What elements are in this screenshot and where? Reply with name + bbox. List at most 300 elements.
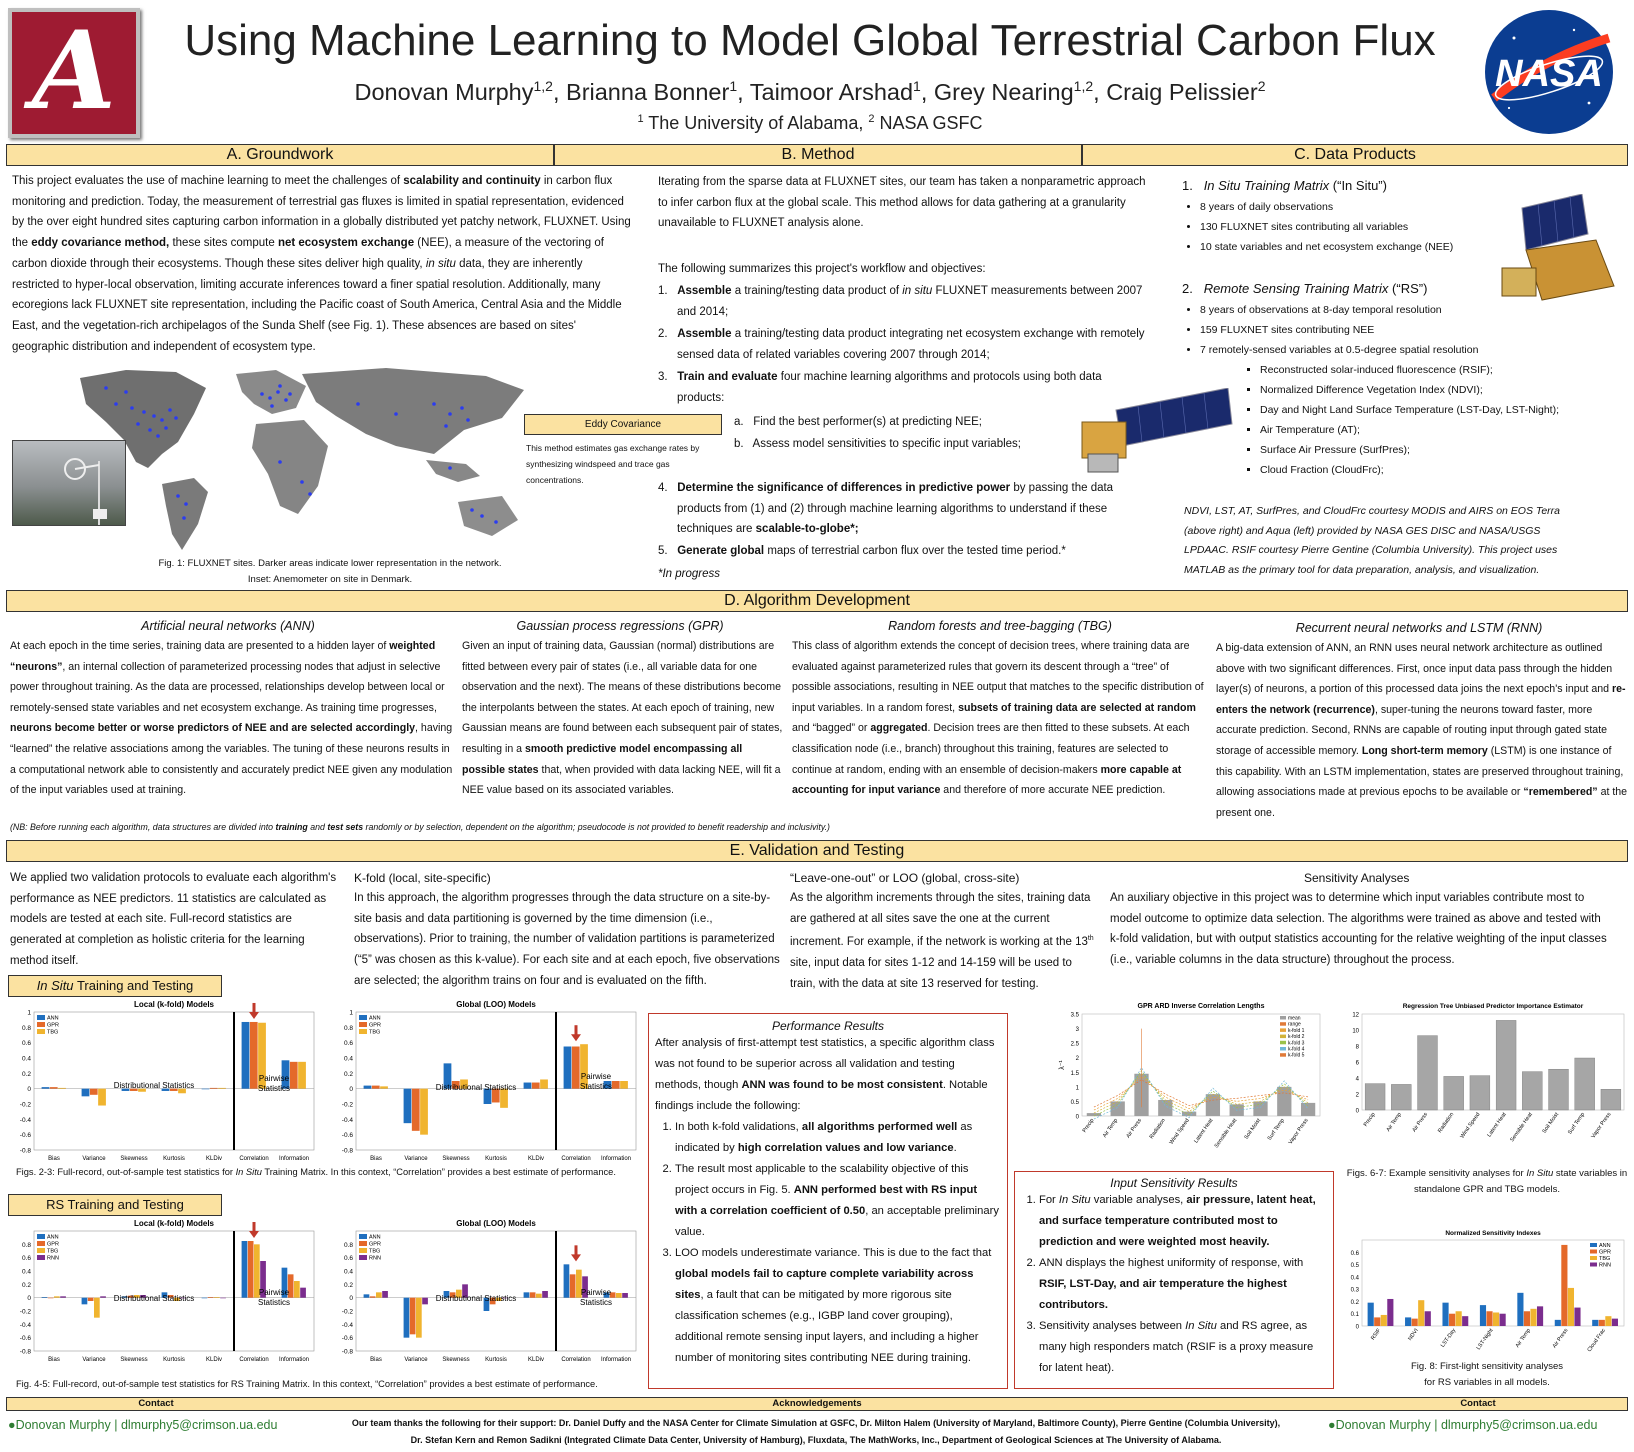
bar	[1480, 1305, 1486, 1326]
y-tick-label: 0.4	[1350, 1275, 1359, 1282]
x-tick-label: Surf Temp	[1567, 1111, 1587, 1136]
y-tick-label: 2	[1075, 1056, 1079, 1063]
chart-title: Local (k-fold) Models	[134, 1000, 214, 1009]
fig4-local-rs-chart	[8, 1217, 320, 1367]
affiliation-line: $^1$ The University of Alabama, $^2$ NASA GSFC	[637, 113, 983, 133]
bar	[298, 1062, 306, 1089]
legend-label: RNN	[47, 1255, 59, 1262]
fig2-local-insitu-chart	[8, 998, 320, 1166]
groundwork-text: This project evaluates the use of machine learning to meet the challenges of scalability and continuity in carbon flux monitoring and prediction. Today, the measurement of terrestrial gas fluxes is limited in spatial representation, evidenced by the over eight hundred sites capturing carbon information in a globally distributed yet patchy network, FLUXNET. Using the eddy covariance method, these sites compute net ecosystem exchange (NEE), a measure of the vectoring of carbon dioxide through their ecosystems. Though these sites deliver high quality, in situ data, they are inherently restricted to hyper-local observation, limiting accurate inferences toward a finer spatial resolution. Additionally, many ecoregions lack FLUXNET site representation, including the Pacific coast of South America, Central Asia and the Middle East, and the vegetation-rich archipelagos of the Sunda Shelf (see Fig. 1). These absences are based on sites' geographic distribution and independent of ecosystem type.	[12, 175, 631, 353]
y-tick-label: 0	[1355, 1108, 1359, 1115]
chart-title: Local (k-fold) Models	[134, 1219, 214, 1228]
bar	[300, 1288, 306, 1298]
y-tick-label: 1	[1075, 1085, 1079, 1092]
legend-label: TBG	[47, 1029, 59, 1036]
legend-label: TBG	[369, 1248, 381, 1255]
author-name: Brianna Bonner	[566, 78, 730, 105]
distributional-label: Distributional Statistics	[435, 1083, 517, 1092]
y-tick-label: -0.8	[341, 1147, 353, 1155]
x-tick-label: Kurtosis	[485, 1156, 507, 1162]
legend-swatch	[37, 1241, 45, 1246]
fig3-global-insitu-chart	[330, 998, 642, 1166]
x-tick-label: Information	[278, 1357, 310, 1363]
y-tick-label: 0.8	[21, 1024, 31, 1032]
bar	[530, 1292, 536, 1297]
pairwise-label: Pairwise	[580, 1288, 612, 1297]
bar	[248, 1241, 254, 1298]
x-tick-label: Air Temp	[1385, 1111, 1403, 1133]
y-tick-label: 0.6	[1350, 1250, 1359, 1257]
contact-dot-icon: ●	[1328, 1418, 1336, 1432]
bar	[214, 1297, 220, 1298]
bar	[404, 1089, 412, 1124]
bar	[382, 1291, 388, 1298]
chart-title: Regression Tree Unbiased Predictor Importance Estimator	[1402, 1003, 1584, 1010]
gpr-title: Gaussian process regressions (GPR)	[516, 619, 724, 633]
rs-variable-item: ▪ Surface Air Pressure (SurfPres);	[1260, 440, 1630, 460]
x-tick-label: Air Temp	[1102, 1117, 1120, 1139]
legend-swatch	[1590, 1243, 1597, 1247]
insitu-matrix-list	[1200, 197, 1500, 257]
y-tick-label: 1	[349, 1009, 353, 1017]
x-tick-label: Air Temp	[1514, 1327, 1533, 1349]
bar	[372, 1086, 380, 1089]
x-tick-label: Precip	[1081, 1117, 1096, 1134]
data-credit: NDVI, LST, AT, SurfPres, and CloudFrc courtesy MODIS and AIRS on EOS Terra (above right) and Aqua (left) provided by NASA GES DISC and NASA/USGS LPDAAC. RSIF courtesy Pierre Gentine (Columbia University). This project uses MATLAB as the primary tool for data preparation, analysis, and visualization.	[1184, 505, 1561, 576]
bar	[564, 1047, 572, 1089]
arrow-icon	[249, 1231, 259, 1238]
y-tick-label: 4	[1355, 1076, 1359, 1083]
x-tick-label: Bias	[48, 1357, 60, 1363]
x-tick-label: LST-Night	[1475, 1327, 1495, 1352]
y-tick-label: -0.4	[19, 1321, 31, 1329]
university-of-alabama-logo	[8, 8, 140, 138]
bar	[1462, 1316, 1468, 1326]
bar	[532, 1083, 540, 1089]
performance-results-intro: After analysis of first-attempt test statistics, a specific algorithm class was not found to be superior across all validation and testing methods, though ANN was found to be most consistent. Notable findings include the following:	[655, 1037, 995, 1112]
y-tick-label: -0.6	[341, 1132, 353, 1140]
bar	[1412, 1319, 1418, 1326]
fig5-global-rs-chart	[330, 1217, 642, 1367]
bar	[208, 1297, 214, 1298]
author-name: Grey Nearing	[933, 78, 1074, 105]
input-sensitivity-title: Input Sensitivity Results	[1110, 1176, 1238, 1190]
loo-title: “Leave-one-out” or LOO (global, cross-site)	[790, 871, 1020, 885]
bar	[1612, 1319, 1618, 1326]
rs-variable-item: ▪ Day and Night Land Surface Temperature (LST-Day, LST-Night);	[1260, 400, 1630, 420]
legend-swatch	[1280, 1053, 1286, 1057]
bar	[98, 1089, 106, 1106]
x-tick-label: Skewness	[120, 1156, 148, 1162]
bar	[564, 1264, 570, 1297]
rs-variable-item: ▪ Air Temperature (AT);	[1260, 420, 1630, 440]
legend-swatch	[37, 1029, 45, 1034]
bar	[42, 1087, 50, 1089]
bar	[1444, 1076, 1464, 1110]
fig6-gpr-ard-chart	[1056, 1000, 1326, 1152]
contact-dot-icon: ●	[8, 1418, 16, 1432]
legend-label: GPR	[1599, 1249, 1611, 1256]
gpr-text: Given an input of training data, Gaussian (normal) distributions are fitted between every pair of states (i.e., all variable data for one observation and the next). The means of these distributions become the interpolants between the states. At each epoch of training, new Gaussian means are found between each subsequent pair of states, resulting in a smooth predictive model encompassing all possible states that, when provided with data lacking NEE, will fit a NEE value based on its associated variables.	[462, 640, 783, 797]
rs-variable-item: ▪ Normalized Difference Vegetation Index (NDVI);	[1260, 380, 1630, 400]
perf-finding-1: 1. In both k-fold validations, all algorithms performed well as indicated by high correlation values and low variance.	[675, 1117, 1001, 1159]
legend-swatch	[1590, 1256, 1597, 1260]
bar	[1387, 1299, 1393, 1326]
bar	[1549, 1069, 1569, 1110]
bar	[1374, 1317, 1380, 1326]
bar	[242, 1241, 248, 1298]
bar	[1365, 1084, 1385, 1110]
y-tick-label: -0.8	[341, 1348, 353, 1356]
y-tick-label: -0.2	[19, 1308, 31, 1316]
chart-title: Normalized Sensitivity Indexes	[1445, 1230, 1541, 1237]
x-tick-label: RSIF	[1370, 1327, 1383, 1342]
bar	[1418, 1036, 1438, 1110]
x-tick-label: Latent Heat	[1193, 1117, 1215, 1145]
y-tick-label: 0.6	[21, 1040, 31, 1048]
input-sensitivity-box	[1014, 1171, 1334, 1389]
bar	[422, 1298, 428, 1305]
legend-swatch	[1590, 1263, 1597, 1267]
x-tick-label: Air Press	[1411, 1111, 1430, 1134]
y-tick-label: -0.2	[19, 1101, 31, 1109]
x-tick-label: LST-Day	[1440, 1327, 1458, 1349]
bar	[1470, 1076, 1490, 1110]
x-tick-label: Air Press	[1551, 1327, 1570, 1350]
contact-label-left: Contact	[138, 1398, 174, 1409]
y-tick-label: 3.5	[1070, 1012, 1079, 1019]
y-tick-label: 0.6	[343, 1255, 353, 1263]
chart-title: GPR ARD Inverse Correlation Lengths	[1137, 1003, 1265, 1010]
y-tick-label: -0.4	[341, 1116, 353, 1124]
y-tick-label: 0	[349, 1295, 353, 1303]
legend-swatch	[37, 1022, 45, 1027]
legend-label: k-fold 5	[1288, 1052, 1305, 1059]
distributional-label: Distributional Statistics	[113, 1081, 195, 1090]
x-tick-label: KLDiv	[527, 1156, 545, 1162]
tbg-text: This class of algorithm extends the concept of decision trees, where training data are evaluated against parameterized rules that govern its descent through a “tree” of possible associations, resulting in NEE output that matches to the specific distribution of input variables. In a random forest, subsets of training data are selected at random and “bagged” or aggregated. Decision trees are then fitted to these subsets. At each classification node (i.e., branch) throughout this training, features are selected to continue at random, ending with an ensemble of decision-makers more capable at accounting for input variance and therefore of more accurate NEE prediction.	[792, 640, 1204, 797]
legend-label: GPR	[369, 1241, 381, 1248]
legend-swatch	[359, 1248, 367, 1253]
bar	[524, 1083, 532, 1089]
y-tick-label: 0.2	[21, 1281, 31, 1289]
legend-swatch	[1280, 1035, 1286, 1039]
legend-label: GPR	[47, 1022, 59, 1029]
y-tick-label: -0.6	[19, 1335, 31, 1343]
rs-matrix-item: • 7 remotely-sensed variables at 0.5-degree spatial resolution	[1200, 340, 1620, 360]
terra-satellite-image	[1486, 194, 1626, 308]
legend-swatch	[1280, 1028, 1286, 1032]
method-step-1: 1. Assemble a training/testing data product of in situ FLUXNET measurements between 2007 and 2014;	[658, 285, 1143, 318]
bar	[616, 1293, 622, 1298]
isr-finding-1: 1. For In Situ variable analyses, air pressure, latent heat, and surface temperature contributed most to prediction and were weighted most heavily.	[1039, 1190, 1327, 1253]
x-tick-label: Correlation	[239, 1357, 269, 1363]
plot-frame	[356, 1012, 636, 1150]
section-e-banner: E. Validation and Testing	[6, 840, 1628, 862]
insitu-testing-banner: In Situ Training and Testing	[8, 975, 222, 997]
pairwise-label: Statistics	[257, 1084, 291, 1093]
x-tick-label: Sensible Heat	[1213, 1117, 1239, 1150]
kfold-text: In this approach, the algorithm progresses through the data structure on a site-by-site basis and data partitioning is governed by the time dimension (i.e., observations). Prior to training, the number of validation partitions is parameterized (“5” was chosen as this k-value). For each site and at each epoch, five observations are selected; the algorithm trains on four and is evaluated on the fifth.	[354, 892, 780, 987]
poster-title: Using Machine Learning to Model Global Terrestrial Carbon Flux	[184, 16, 1436, 65]
legend-swatch	[359, 1234, 367, 1239]
distributional-label: Distributional Statistics	[113, 1294, 195, 1303]
ann-text: At each epoch in the time series, training data are presented to a hidden layer of weighted “neurons”, an internal collection of parameterized processing nodes that adjust in selective power throughout training. As the data are processed, relationships develop between local or remotely-sensed state variables and net ecosystem exchange. As training time progresses, neurons become better or worse predictors of NEE and are selected accordingly, having “learned” the relative associations among the variables. The tuning of these neurons results in a computational network able to consistently and accurately predict NEE given any modulation of the input variables used at training.	[10, 640, 453, 797]
method-step-5: 5. Generate global maps of terrestrial carbon flux over the tested time period.*	[658, 545, 1066, 557]
bar	[1568, 1288, 1574, 1326]
x-tick-label: Wind Speed	[1168, 1117, 1191, 1146]
bar	[90, 1089, 98, 1095]
contact-label-right: Contact	[1460, 1398, 1496, 1409]
legend-label: RNN	[369, 1255, 381, 1262]
y-tick-label: 0.2	[343, 1070, 353, 1078]
bar	[370, 1296, 376, 1297]
x-tick-label: Information	[600, 1156, 632, 1162]
bar	[60, 1296, 66, 1297]
bar	[1449, 1314, 1455, 1326]
bar	[376, 1292, 382, 1297]
x-tick-label: Vapor Press	[1590, 1111, 1613, 1140]
bar	[1524, 1311, 1530, 1326]
y-tick-label: 1	[27, 1009, 31, 1017]
y-tick-label: -0.8	[19, 1348, 31, 1356]
chart-title: Global (LOO) Models	[456, 1000, 536, 1009]
legend-swatch	[37, 1234, 45, 1239]
bar	[242, 1022, 250, 1089]
y-tick-label: 0	[27, 1086, 31, 1094]
fig67-caption: Figs. 6-7: Example sensitivity analyses for In Situ state variables in standalone GPR and TBG models.	[1346, 1168, 1628, 1195]
bar	[50, 1087, 58, 1089]
y-tick-label: -0.6	[19, 1132, 31, 1140]
y-tick-label: 0.8	[343, 1241, 353, 1249]
bar	[1425, 1311, 1431, 1326]
bar	[420, 1089, 428, 1135]
bar	[1418, 1300, 1424, 1326]
bar	[1486, 1311, 1492, 1326]
method-step-3a: a. Find the best performer(s) at predicting NEE;	[734, 416, 983, 428]
bar	[612, 1081, 620, 1089]
y-tick-label: 0	[1355, 1324, 1359, 1331]
legend-label: range	[1288, 1021, 1301, 1028]
bar	[94, 1298, 100, 1318]
bar	[1592, 1320, 1598, 1326]
bar	[202, 1298, 208, 1299]
fig7-tree-importance-chart	[1340, 1000, 1630, 1150]
x-tick-label: Variance	[82, 1357, 106, 1363]
bar	[1601, 1089, 1621, 1110]
bar	[1182, 1112, 1196, 1116]
nasa-logo-text: NASA	[1495, 53, 1603, 95]
bar	[1405, 1317, 1411, 1326]
eddy-covariance-text: This method estimates gas exchange rates by synthesizing windspeed and trace gas concentrations.	[526, 443, 700, 485]
acknowledgements-text: Our team thanks the following for their support: Dr. Daniel Duffy and the NASA Center for Climate Simulation at GSFC, Dr. Milton Halem (University of Maryland, Baltimore County), Pierre Gentine (Columbia University), Dr. Stefan Kern and Remon Sadikni (Integrated Climate Data Center, University of Hamburg), Fluxdata, The MathWorks, Inc., Department of Geological Sciences at The University of Alabama.	[351, 1418, 1281, 1445]
section-d-banner: D. Algorithm Development	[6, 590, 1628, 612]
y-tick-label: 3	[1075, 1027, 1079, 1034]
y-tick-label: -0.4	[19, 1116, 31, 1124]
algorithm-note: (NB: Before running each algorithm, data structures are divided into training and test sets randomly or by selection, dependent on the algorithm; pseudocode is not provided to benefit readership and inclusivity.)	[10, 822, 830, 832]
legend-label: RNN	[1599, 1262, 1611, 1269]
legend-swatch	[1590, 1250, 1597, 1254]
loo-text: As the algorithm increments through the sites, training data are gathered at all sites save the one at the current increment. For example, if the network is working at the 13th site, input data for sites 1-12 and 14-159 will be used to train, with the data at site 13 reserved for testing.	[790, 892, 1094, 990]
y-tick-label: 0.2	[343, 1281, 353, 1289]
x-tick-label: Vapor Press	[1287, 1117, 1310, 1146]
fig23-caption: Figs. 2-3: Full-record, out-of-sample test statistics for In Situ Training Matrix. In this context, “Correlation” provides a best estimate of performance.	[16, 1167, 616, 1177]
y-tick-label: 0.1	[1350, 1312, 1359, 1319]
y-tick-label: 10	[1352, 1028, 1359, 1035]
y-tick-label: 0	[1075, 1114, 1079, 1121]
x-tick-label: Correlation	[561, 1156, 591, 1162]
rs-variable-item: ▪ Reconstructed solar-induced fluorescence (RSIF);	[1260, 360, 1630, 380]
bar	[82, 1089, 90, 1097]
bar	[250, 1022, 258, 1089]
x-tick-label: Variance	[82, 1156, 106, 1162]
x-tick-label: Wind Speed	[1459, 1111, 1482, 1140]
y-tick-label: 0.2	[21, 1070, 31, 1078]
legend-label: ANN	[47, 1234, 59, 1241]
y-tick-label: -0.4	[341, 1321, 353, 1329]
method-in-progress: *In progress	[658, 568, 721, 580]
author-name: Taimoor Arshad	[749, 78, 914, 105]
performance-results-box	[648, 1013, 1008, 1389]
bar	[542, 1291, 548, 1298]
performance-results-title: Performance Results	[771, 1019, 885, 1033]
bar	[524, 1292, 530, 1297]
x-tick-label: Kurtosis	[485, 1357, 507, 1363]
fig8-caption: Fig. 8: First-light sensitivity analyses for RS variables in all models.	[1410, 1361, 1564, 1388]
bar	[364, 1086, 372, 1089]
x-tick-label: Skewness	[442, 1156, 470, 1162]
legend-label: k-fold 4	[1288, 1046, 1305, 1053]
insitu-matrix-item: • 10 state variables and net ecosystem exchange (NEE)	[1200, 237, 1500, 257]
isr-finding-3: 3. Sensitivity analyses between In Situ and RS agree, as many high responders match (RSIF is a proxy measure for latent heat).	[1039, 1316, 1327, 1379]
tbg-title: Random forests and tree-bagging (TBG)	[888, 619, 1112, 633]
bar	[412, 1089, 420, 1131]
pairwise-label: Statistics	[257, 1298, 291, 1307]
bar	[210, 1088, 218, 1089]
x-tick-label: KLDiv	[205, 1357, 223, 1363]
y-tick-label: 8	[1355, 1044, 1359, 1051]
bar	[202, 1089, 210, 1090]
bar	[620, 1081, 628, 1089]
bar	[364, 1294, 370, 1297]
x-tick-label: Cloud Frac	[1586, 1327, 1607, 1354]
bar	[380, 1086, 388, 1088]
pairwise-label: Pairwise	[258, 1074, 290, 1083]
bar	[1574, 1308, 1580, 1326]
bar	[218, 1088, 226, 1089]
x-tick-label: Surf Temp	[1266, 1117, 1286, 1142]
y-tick-label: 2	[1355, 1092, 1359, 1099]
contact-right[interactable]: ●Donovan Murphy | dlmurphy5@crimson.ua.edu	[1328, 1418, 1598, 1432]
bar	[82, 1298, 88, 1305]
bar	[100, 1296, 106, 1297]
bar	[1381, 1315, 1387, 1326]
validation-intro: We applied two validation protocols to evaluate each algorithm's performance as NEE predictors. 11 statistics are calculated as models are tested at each site. Full-record statistics are generated at completion as holistic criteria for the learning method itself.	[10, 872, 337, 967]
author-name: Craig Pelissier	[1106, 78, 1258, 105]
legend-swatch	[1280, 1016, 1286, 1020]
performance-results-list	[649, 1117, 1007, 1369]
bar	[58, 1088, 66, 1089]
legend-label: TBG	[369, 1029, 381, 1036]
x-tick-label: Information	[600, 1357, 632, 1363]
x-tick-label: Bias	[370, 1156, 382, 1162]
x-tick-label: Bias	[48, 1156, 60, 1162]
bar	[220, 1298, 226, 1299]
method-summary: The following summarizes this project's workflow and objectives:	[658, 263, 986, 275]
contact-left[interactable]: ●Donovan Murphy | dlmurphy5@crimson.ua.edu	[8, 1418, 278, 1432]
x-tick-label: Radiation	[1437, 1111, 1456, 1135]
legend-label: ANN	[369, 1234, 381, 1241]
legend-swatch	[359, 1241, 367, 1246]
legend-label: GPR	[47, 1241, 59, 1248]
bar	[1575, 1058, 1595, 1110]
bar	[1277, 1087, 1291, 1116]
legend-swatch	[359, 1022, 367, 1027]
pairwise-label: Pairwise	[580, 1072, 612, 1081]
y-tick-label: 0.3	[1350, 1287, 1359, 1294]
x-tick-label: Precip	[1362, 1111, 1377, 1128]
x-tick-label: Bias	[370, 1357, 382, 1363]
legend-swatch	[1280, 1022, 1286, 1025]
y-tick-label: -0.2	[341, 1101, 353, 1109]
bar	[1456, 1311, 1462, 1326]
bar	[1522, 1072, 1542, 1110]
bar	[1561, 1245, 1567, 1326]
bar	[570, 1274, 576, 1297]
x-tick-label: KLDiv	[527, 1357, 545, 1363]
x-tick-label: Correlation	[239, 1156, 269, 1162]
legend-label: k-fold 2	[1288, 1034, 1305, 1041]
x-tick-label: KLDiv	[205, 1156, 223, 1162]
legend-swatch	[37, 1255, 45, 1260]
bar	[42, 1297, 48, 1298]
x-tick-label: Air Press	[1125, 1117, 1144, 1140]
perf-finding-2: 2. The result most applicable to the scalability objective of this project occurs in Fig. 5. ANN performed best with RS input with a correlation coefficient of 0.50, an acceptable preliminary value.	[675, 1159, 1001, 1243]
y-tick-label: 0.2	[1350, 1299, 1359, 1306]
y-tick-label: 0.6	[343, 1040, 353, 1048]
perf-finding-3: 3. LOO models underestimate variance. This is due to the fact that global models fail to capture complete variability across sites, a fault that can be mitigated by more rigorous site classification schemes (e.g., IGBP land cover grouping), additional remote sensing input layers, and including a higher number of monitoring sites contributing NEE during training.	[675, 1243, 1001, 1369]
y-tick-label: -0.2	[341, 1308, 353, 1316]
bar	[290, 1062, 298, 1089]
x-tick-label: Variance	[404, 1357, 428, 1363]
bar	[1301, 1103, 1315, 1116]
insitu-matrix-item: • 8 years of daily observations	[1200, 197, 1500, 217]
arrow-icon	[571, 1034, 581, 1041]
eddy-covariance-label: Eddy Covariance	[524, 414, 722, 435]
y-tick-label: 12	[1352, 1012, 1359, 1019]
ann-title: Artificial neural networks (ANN)	[141, 619, 315, 633]
legend-label: mean	[1288, 1015, 1301, 1022]
bar	[1530, 1309, 1536, 1326]
x-tick-label: Latent Heat	[1486, 1111, 1508, 1139]
logo-letter: A	[32, 8, 116, 134]
pairwise-label: Statistics	[579, 1082, 613, 1091]
method-step-3: 3. Train and evaluate four machine learning algorithms and protocols using both data products:	[658, 371, 1102, 404]
bar	[416, 1298, 422, 1338]
bar	[1605, 1316, 1611, 1326]
rs-matrix-item: • 159 FLUXNET sites contributing NEE	[1200, 320, 1620, 340]
legend-swatch	[1280, 1047, 1286, 1051]
y-tick-label: 0	[349, 1086, 353, 1094]
bar	[410, 1298, 416, 1335]
sensitivity-title: Sensitivity Analyses	[1304, 871, 1410, 885]
method-step-2: 2. Assemble a training/testing data product integrating net ecosystem exchange with remotely sensed data of related variables covering 2007 through 2014;	[658, 328, 1145, 361]
chart-title: Global (LOO) Models	[456, 1219, 536, 1228]
legend-swatch	[359, 1015, 367, 1020]
x-tick-label: Information	[278, 1156, 310, 1162]
arrow-icon	[571, 1254, 581, 1261]
y-tick-label: 1.5	[1070, 1070, 1079, 1077]
